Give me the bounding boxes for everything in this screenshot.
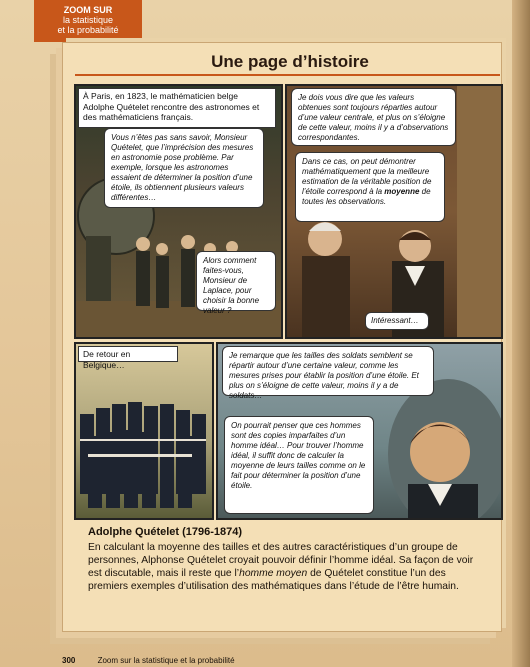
- panel1-caption: À Paris, en 1823, le mathématicien belge Adolphe Quételet rencontre des astronomes et des mathématiciens français.: [78, 88, 276, 128]
- comic-panel-laplace: [285, 84, 503, 339]
- bio-title: Adolphe Quételet (1796-1874): [88, 526, 243, 538]
- panel4-speech-soldiers: Je remarque que les tailles des soldats semblent se répartir autour d’une certaine valeur, comme les mesures prises pour établir la position d’une étoile. Et plus on s’éloigne de cette valeur, moins il y a de soldats…: [222, 346, 434, 396]
- tab-topic-line2: et la probabilité: [57, 25, 119, 35]
- tab-topic-line1: la statistique: [62, 15, 114, 25]
- soldiers-illustration: [76, 344, 212, 518]
- panel2-speech-mean: [295, 152, 445, 222]
- wall-panel: [457, 86, 501, 337]
- panel2-speech-mean-a: Dans ce cas, on peut démontrer mathématiquement que la meilleure estimation de la véritable position de l’étoile correspond à la: [302, 157, 432, 196]
- panel2-speech-mean-b: de toutes les observations.: [302, 187, 431, 206]
- bio-text-a: En calculant la moyenne des tailles et des autres caractéristiques d’un groupe de personnes, Alphonse Quételet croyait pouvoir définir l’homme idéal. Sa façon de voir est discutable, mais il reste que l’: [88, 542, 474, 579]
- bio-text: [88, 541, 488, 593]
- comic-panel-paris: [74, 84, 283, 339]
- tab-zoom: ZOOM SUR: [63, 5, 113, 15]
- title-rule: [75, 74, 500, 76]
- panel2-speech-laplace: Je dois vous dire que les valeurs obtenues sont toujours réparties autour d’une valeur centrale, et plus on s’éloigne de cette valeur, moins il y a d’observations correspondantes.: [291, 88, 456, 146]
- face: [410, 422, 470, 482]
- panel1-speech-quetelet: Alors comment faites-vous, Monsieur de Laplace, pour choisir la bonne valeur ?: [196, 251, 276, 311]
- page-footer: [62, 656, 235, 665]
- bio-text-italic: homme moyen: [239, 568, 308, 579]
- footer-label: Zoom sur la statistique et la probabilité: [97, 656, 235, 665]
- panel1-speech-laplace: Vous n’êtes pas sans savoir, Monsieur Quételet, que l’imprécision des mesures en astronomie pose problème. Par exemple, lorsque les astronomes essaient de déterminer la position d’une étoile, ils obtiennent plusieurs valeurs différentes…: [104, 128, 264, 208]
- page-edge: [512, 0, 530, 667]
- panel2-speech-mean-bold: moyenne: [384, 187, 420, 196]
- page-title: Une page d’histoire: [211, 52, 369, 71]
- comic-panel-ideal-man: [216, 342, 503, 520]
- laplace-figure: [302, 222, 350, 337]
- section-tab: [34, 0, 142, 42]
- panel3-caption: De retour en Belgique…: [78, 346, 178, 362]
- panel2-speech-interesting: Intéressant…: [365, 312, 429, 330]
- page-number: 300: [62, 656, 76, 665]
- panel4-speech-ideal-man: On pourrait penser que ces hommes sont des copies imparfaites d’un homme idéal… Pour trouver l’homme idéal, il suffit donc de calculer la moyenne de leurs tailles comme on le fait pour déterminer la position d’une étoile.: [224, 416, 374, 514]
- comic-panel-soldiers: [74, 342, 214, 520]
- bio-text-b: de Quételet constitue l’un des premiers exemples d’utilisation des mathématiques dans l’étude de l’être humain.: [88, 568, 459, 592]
